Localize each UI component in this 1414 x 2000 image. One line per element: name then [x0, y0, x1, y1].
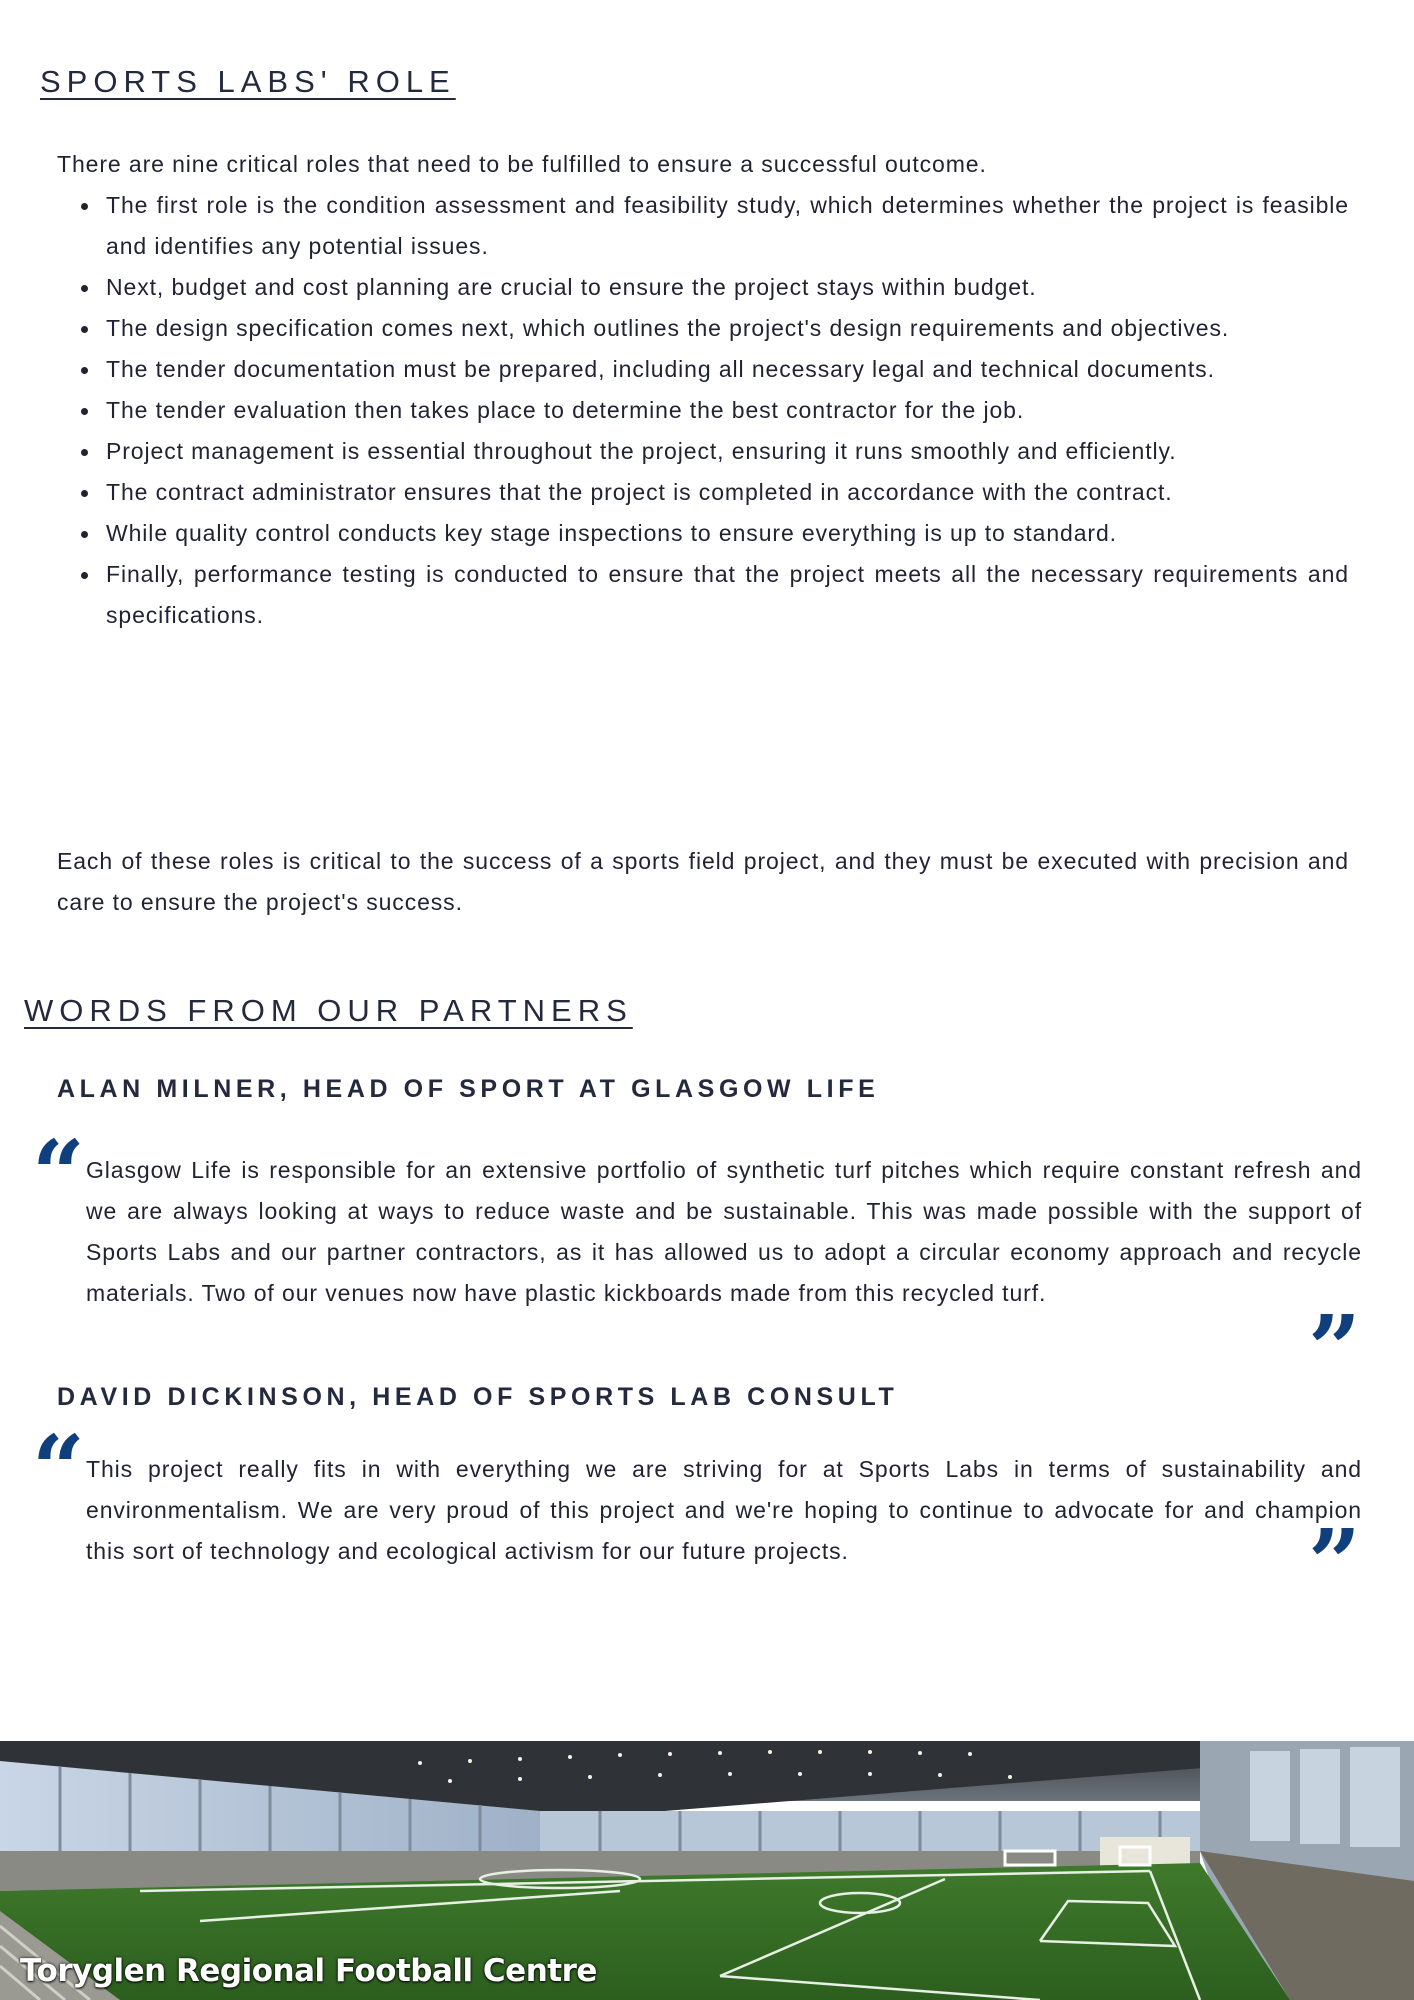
- testimonial-quote: This project really fits in with everything we are striving for at Sports Labs in terms of sustainability and environmentalism. We are very proud of this project and we're hoping to continue to advocate for and champion this sort of technology and ecological activism for our future projects.: [86, 1456, 1362, 1564]
- closing-paragraph: Each of these roles is critical to the success of a sports field project, and they must be executed with precision and care to ensure the project's success.: [57, 848, 1349, 915]
- list-item: Finally, performance testing is conducted to ensure that the project meets all the necessary requirements and specifications.: [106, 554, 1349, 636]
- photo-caption: Toryglen Regional Football Centre: [20, 1953, 597, 1989]
- list-item: The design specification comes next, which outlines the project's design requirements and objectives.: [106, 308, 1349, 349]
- section-title-partners: WORDS FROM OUR PARTNERS: [24, 993, 633, 1028]
- list-item: The tender documentation must be prepared, including all necessary legal and technical documents.: [106, 349, 1349, 390]
- open-quote-icon: “: [32, 1120, 75, 1228]
- list-item: Next, budget and cost planning are crucial to ensure the project stays within budget.: [106, 267, 1349, 308]
- list-item: The first role is the condition assessment and feasibility study, which determines whether the project is feasible and identifies any potential issues.: [106, 185, 1349, 267]
- close-quote-icon: ”: [1308, 1509, 1351, 1617]
- section-title-sports-labs-role: SPORTS LABS' ROLE: [40, 64, 456, 99]
- close-quote-icon: ”: [1308, 1295, 1351, 1403]
- testimonial-quote: Glasgow Life is responsible for an extensive portfolio of synthetic turf pitches which require constant refresh and we are always looking at ways to reduce waste and be sustainable. This was made possible with the support of Sports Labs and our partner contractors, as it has allowed us to adopt a circular economy approach and recycle materials. Two of our venues now have plastic kickboards made from this recycled turf.: [86, 1157, 1362, 1306]
- roles-list: [106, 185, 1349, 636]
- testimonial-author: DAVID DICKINSON, HEAD OF SPORTS LAB CONSULT: [57, 1383, 899, 1411]
- list-item: The contract administrator ensures that the project is completed in accordance with the contract.: [106, 472, 1349, 513]
- list-item: While quality control conducts key stage inspections to ensure everything is up to standard.: [106, 513, 1349, 554]
- intro-paragraph: There are nine critical roles that need to be fulfilled to ensure a successful outcome.: [57, 151, 987, 177]
- open-quote-icon: “: [32, 1415, 75, 1523]
- testimonial-author: ALAN MILNER, HEAD OF SPORT AT GLASGOW LIFE: [57, 1075, 880, 1103]
- list-item: The tender evaluation then takes place to determine the best contractor for the job.: [106, 390, 1349, 431]
- list-item: Project management is essential throughout the project, ensuring it runs smoothly and efficiently.: [106, 431, 1349, 472]
